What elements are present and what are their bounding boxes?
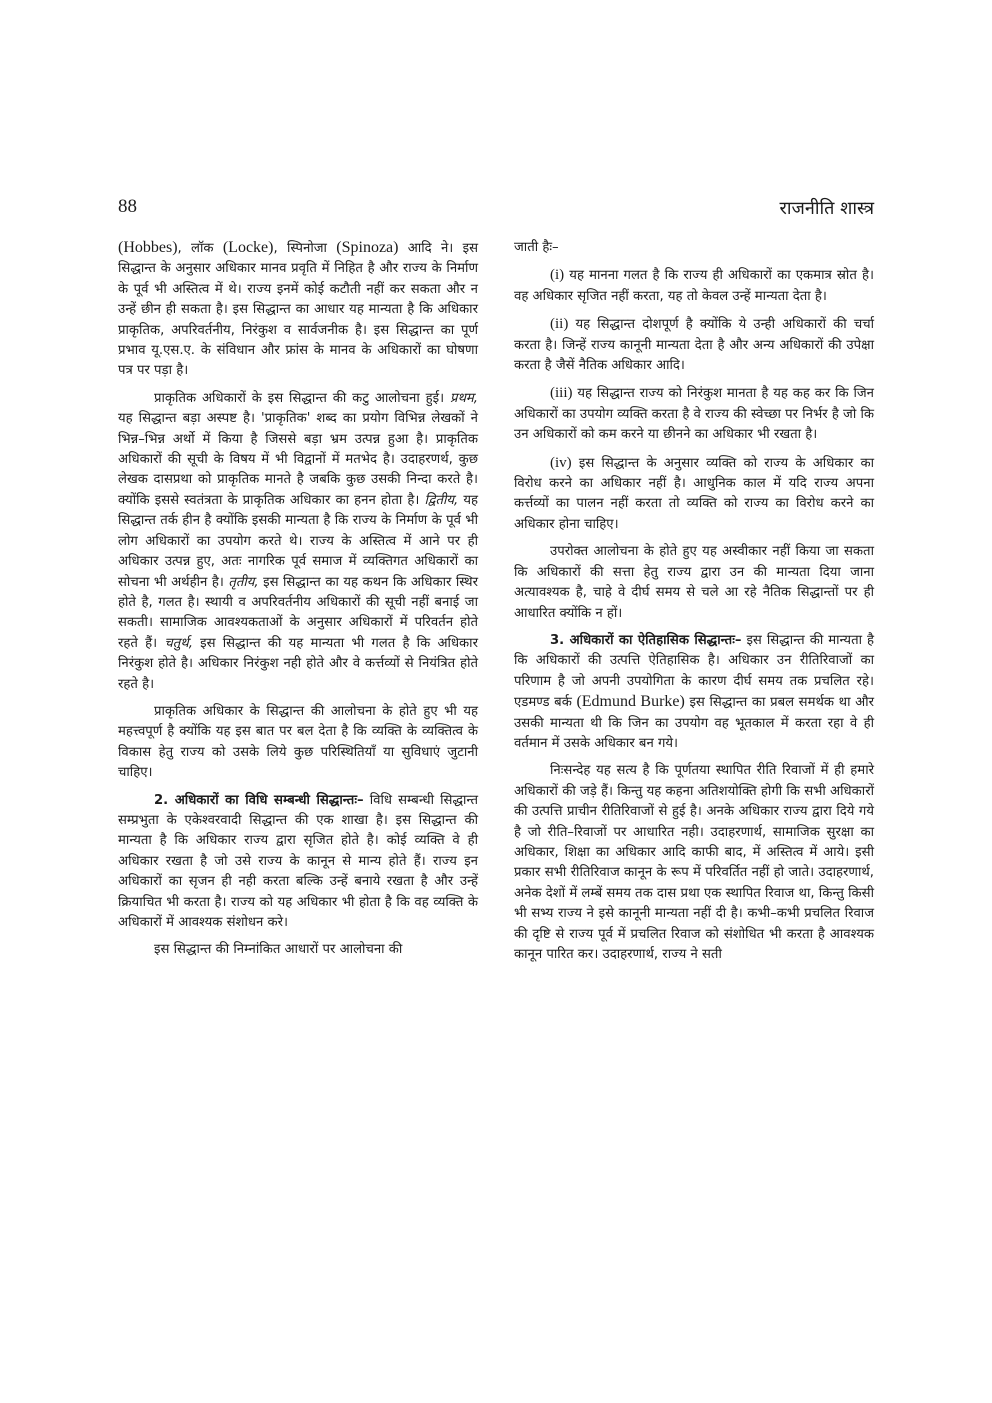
list-item — [514, 383, 874, 445]
paragraph: निःसन्देह यह सत्य है कि पूर्णतया स्थापित रीति रिवाजों में ही हमारे अधिकारों की जड़े हैं। किन्तु यह कहना अतिशयोक्ति होगी कि सभी अधिकारों की उत्पत्ति प्राचीन रीतिरिवाजों से हुई है। अनके अधिकार राज्य द्वारा दिये गये है जो रीति–रिवाजों पर आधारित नही। उदाहरणार्थ, सामाजिक सुरक्षा का अधिकार, शिक्षा का अधिकार आदि काफी बाद, में अस्तित्व में आये। इसी प्रकार सभी रीतिरिवाज कानून के रूप में परिवर्तित नहीं हो जाते। उदाहरणार्थ, अनेक देशों में लम्बें समय तक दास प्रथा एक स्थापित रिवाज था, किन्तु किसी भी सभ्य राज्य ने इसे कानूनी मान्यता नहीं दी है। कभी–कभी प्रचलित रिवाज की दृष्टि से राज्य पूर्व में प्रचलित रिवाज को संशोधित भी करता है आवश्यक कानून पारित कर। उदाहरणार्थ, राज्य ने सती — [514, 763, 874, 962]
left-column — [118, 238, 478, 968]
paragraph — [514, 631, 874, 754]
list-item — [514, 265, 874, 307]
list-item — [514, 453, 874, 536]
text-run: इस सिद्धान्त का यह कथन कि अधिकार स्थिर होते है, गलत है। स्थायी व अपरिवर्तनीय अधिकारों की सूची नहीं बनाई जा सकती। सामाजिक आवश्यकताओं के अनुसार अधिकारों में परिवर्तन होते रहते हैं। — [118, 574, 478, 651]
right-column — [514, 238, 874, 972]
item-number: (ii) — [550, 316, 569, 333]
text-run: , स्पिनोजा — [273, 241, 337, 256]
text-run: यह सिद्धान्त बड़ा अस्पष्ट है। 'प्राकृतिक' शब्द का प्रयोग विभिन्न लेखकों ने भिन्न–भिन्न अर्थो में किया है जिससे बड़ा भ्रम उत्पन्न हुआ है। प्राकृतिक अधिकारों की सूची के विषय में भी विद्वानों में मतभेद है। उदाहरणर्थ, कुछ लेखक दासप्रथा को प्राकृतिक मानते है जबकि कुछ उसकी निन्दा करते है। क्योंकि इससे स्वतंत्रता के प्राकृतिक अधिकार का हनन होता है। — [118, 411, 478, 508]
text-run: इस सिद्धान्त की मान्यता है कि अधिकारों की उत्पत्ति ऐतिहासिक है। अधिकार उन रीतिरिवाजों का परिणाम है जो अपनी उपयोगिता के कारण दीर्घ समय तक प्रचलित रहे। एडमण्ड बर्क — [514, 632, 874, 711]
page-header — [118, 196, 874, 226]
latin-name: (Hobbes) — [118, 239, 178, 256]
paragraph: जाती हैः– — [514, 240, 559, 255]
text-run: यह मानना गलत है कि राज्य ही अधिकारों का एकमात्र स्रोत है। वह अधिकार सृजित नहीं करता, यह तो केवल उन्हें मान्यता देता है। — [514, 268, 874, 304]
running-title: राजनीति शास्त्र — [779, 198, 874, 219]
text-run: यह सिद्धान्त राज्य को निरंकुश मानता है यह कह कर कि जिन अधिकारों का उपयोग व्यक्ति करता है वे राज्य की स्वेच्छा पर निर्भर है जो कि उन अधिकारों को कम करने या छीनने का अधिकार भी रखता है। — [514, 386, 874, 443]
text-run: इस सिद्धान्त के अनुसार व्यक्ति को राज्य के अधिकार का विरोध करने का अधिकार नहीं है। आधुनिक काल में यदि राज्य अपना कर्त्तव्यों का पालन नहीं करता तो व्यक्ति को राज्य का विरोध करने का अधिकार होना चाहिए। — [514, 455, 874, 532]
page-number: 88 — [118, 196, 137, 217]
text-run: यह सिद्धान्त तर्क हीन है क्योंकि इसकी मान्यता है कि राज्य के निर्माण के पूर्व भी लोग अधिकारों का उपयोग करते थे। राज्य के अस्तित्व में आने पर ही अधिकार उत्पन्न हुए, अतः नागरिक पूर्व समाज में व्यक्तिगत अधिकारों का सोचना भी अर्थहीन है। — [118, 492, 479, 590]
italic-term: तृतीय, — [228, 574, 259, 590]
italic-term: द्वितीय, — [424, 492, 459, 508]
text-run: , लॉक — [177, 241, 223, 256]
text-run: प्राकृतिक अधिकारों के इस सिद्धान्त की कटु आलोचना हुई। — [154, 390, 450, 406]
section-heading: 2. अधिकारों का विधि सम्बन्धी सिद्धान्तः– — [154, 792, 364, 808]
paragraph: उपरोक्त आलोचना के होते हुए यह अस्वीकार नहीं किया जा सकता कि अधिकारों की सत्ता हेतु राज्य द्वारा उन की मान्यता दिया जाना अत्यावश्यक है, चाहे वे दीर्घ समय से चले आ रहे नैतिक सिद्धान्तों पर ही आधारित क्योंकि न हों। — [514, 544, 874, 621]
paragraph — [118, 238, 478, 382]
item-number: (iv) — [550, 454, 572, 471]
latin-name: (Edmund Burke) — [576, 693, 685, 711]
paragraph: इस सिद्धान्त की निम्नांकित आधारों पर आलोचना की — [154, 942, 403, 958]
paragraph — [118, 791, 478, 934]
paragraph: प्राकृतिक अधिकार के सिद्धान्त की आलोचना के होते हुए भी यह महत्त्वपूर्ण है क्योंकि यह इस बात पर बल देता है कि व्यक्ति के व्यक्तित्व के विकास हेतु राज्य को उसके लिये कुछ परिस्थितियाँ या सुविधाएं जुटानी चाहिए। — [118, 703, 478, 781]
text-run: विधि सम्बन्धी सिद्धान्त सम्प्रभुता के एकेश्वरवादी सिद्धान्त की एक शाखा है। इस सिद्धान्त की मान्यता है कि अधिकार राज्य द्वारा सृजित होते है। कोई व्यक्ति वे ही अधिकार रखता है जो उसे राज्य के कानून से मान्य होते हैं। राज्य इन अधिकारों का सृजन ही नही करता बल्कि उन्हें बनाये रखता है और उन्हें क्रियाचित भी करता है। राज्य को यह अधिकार भी होता है कि वह व्यक्ति के अधिकारों में आवश्यक संशोधन करे। — [118, 792, 478, 930]
italic-term: चतुर्थ, — [164, 635, 193, 651]
section-heading: 3. अधिकारों का ऐतिहासिक सिद्धान्तः– — [550, 632, 742, 648]
list-item — [514, 314, 874, 376]
text-run: इस सिद्धान्त की यह मान्यता भी गलत है कि अधिकार निरंकुश होते है। अधिकार निरंकुश नही होते और वे कर्त्तव्यों से नियंत्रित होते रहते है। — [118, 635, 478, 692]
text-run: आदि ने। इस सिद्धान्त के अनुसार अधिकार मानव प्रवृति में निहित है और राज्य के निर्माण के पूर्व भी अस्तित्व में थे। राज्य इनमें कोई कटौती नहीं कर सकता और न उन्हें छीन ही सकता है। इस सिद्धान्त का आधार यह मान्यता है कि अधिकार प्राकृतिक, अपरिवर्तनीय, निरंकुश व सार्वजनीक है। इस सिद्धान्त का पूर्ण प्रभाव यू.एस.ए. के संविधान और फ्रांस के मानव के अधिकारों का घोषणा पत्र पर पड़ा है। — [118, 241, 478, 379]
item-number: (i) — [550, 267, 565, 284]
latin-name: (Locke) — [222, 239, 274, 256]
text-run: इस सिद्धान्त का प्रबल समर्थक था और उसकी मान्यता थी कि जिन का उपयोग वह भूतकाल में करता रहा वे ही वर्तमान में उसके अधिकार बन गये। — [514, 695, 874, 751]
latin-name: (Spinoza) — [336, 239, 399, 256]
paragraph — [118, 389, 478, 695]
italic-term: प्रथम, — [449, 390, 478, 406]
item-number: (iii) — [550, 385, 573, 402]
text-run: यह सिद्धान्त दोशपूर्ण है क्योंकि ये उन्ही अधिकारों की चर्चा करता है। जिन्हें राज्य कानूनी मान्यता देता है और अन्य अधिकारों की उपेक्षा करता है जैसें नैतिक अधिकार आदि। — [514, 317, 874, 374]
